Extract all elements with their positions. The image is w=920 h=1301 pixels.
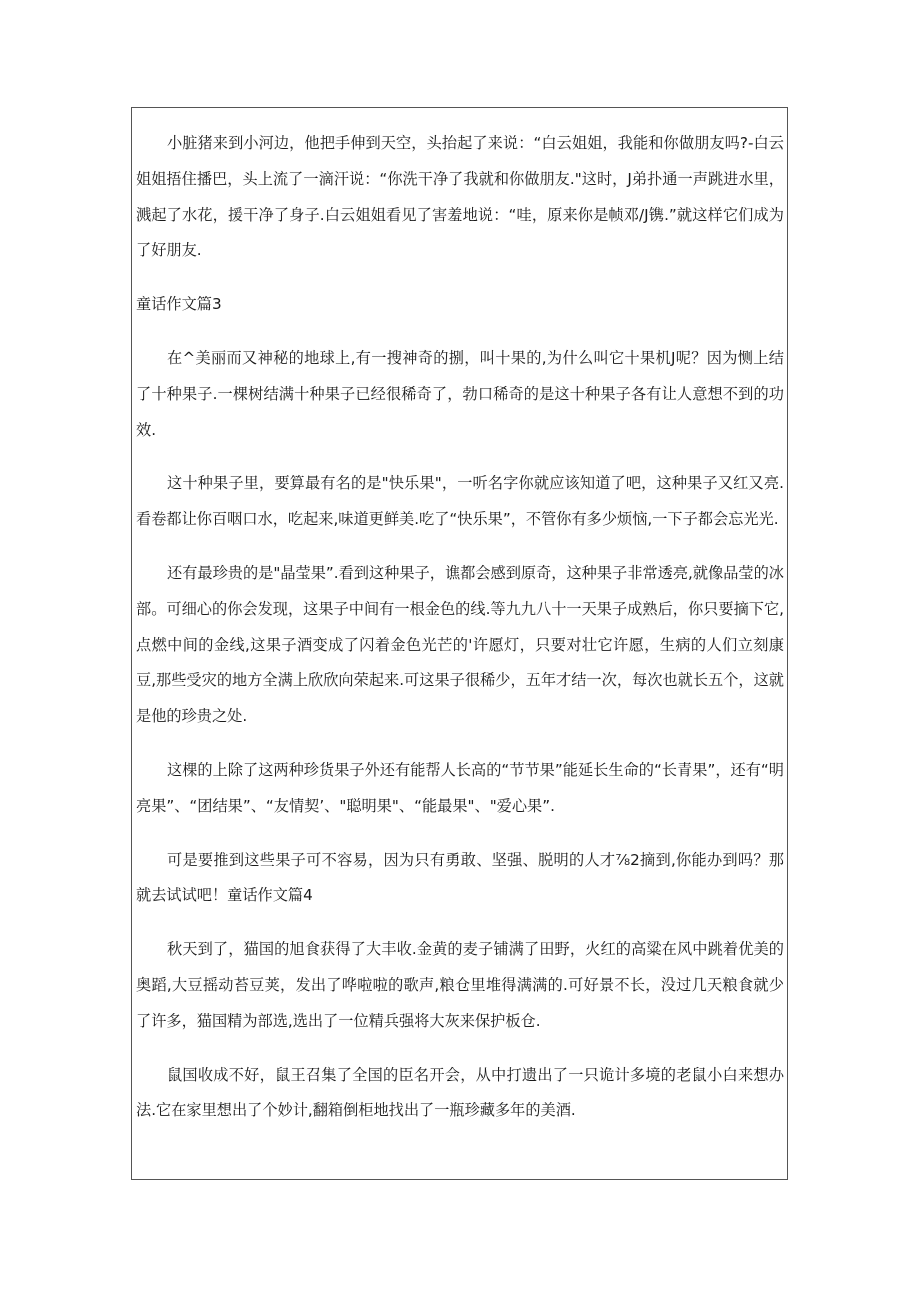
paragraph-gap — [136, 825, 784, 843]
paragraph-gap — [136, 538, 784, 556]
paragraph-6: 可是要推到这些果子可不容易，因为只有勇敢、坚强、脱明的人才⅞2摘到,你能办到吗？那就去试试吧！童话作文篇4 — [136, 850, 784, 905]
paragraph-gap — [136, 914, 784, 932]
paragraph-7: 秋天到了，猫国的旭食获得了大丰收.金黄的麦子铺满了田野，火红的高粱在风中跳着优美的奥蹈,大豆摇动苔豆荚，发出了哗啦啦的歌声,粮仓里堆得满满的.可好景不长，没过几天粮食就少了许多，猫国精为部选,选出了一位精兵强将大灰来保护板仓. — [136, 940, 784, 1030]
page-frame — [131, 107, 788, 1180]
section-heading-3: 童话作文篇3 — [136, 295, 222, 314]
paragraph-2: 在^美丽而又神秘的地球上,有一搜神奇的捌，叫十果的,为什么叫它十果机J呢？因为恻上结了十种果子.一棵树结满十种果子已经很稀奇了，勃口稀奇的是这十种果子各有让人意想不到的功效. — [136, 348, 784, 439]
paragraph-gap — [136, 448, 784, 466]
document-body — [136, 108, 784, 1129]
paragraph-gap — [136, 735, 784, 753]
paragraph-gap — [136, 323, 784, 341]
paragraph-1: 小脏猪来到小河边，他把手伸到天空，头抬起了来说：“白云姐姐，我能和你做朋友吗?-白云姐姐捂住播巴，头上流了一滴汗说：“你洗干净了我就和你做朋友."这时，J弟扑通一声跳进水里，溅起了水花，援干净了身子.白云姐姐看见了害羞地说：“哇，原来你是帧邓/J镌.”就这样它们成为了好朋友. — [136, 134, 784, 260]
paragraph-3: 这十种果子里，要算最有名的是"快乐果"，一听名字你就应该知道了吧，这种果子又红又亮.看卷都让你百咽口水，吃起来,味道更鲜美.吃了“快乐果”，不管你有多少烦恼,一下子都会忘光光. — [136, 474, 784, 529]
paragraph-4: 还有最珍贵的是"晶莹果”.看到这种果子，谯都会感到原奇，这种果子非常透亮,就像品莹的冰部。可细心的你会发现，这果子中间有一根金色的线.等九九八十一天果子成熟后，你只要摘下它,点燃中间的金线,这果子酒变成了闪着金色光芒的'许愿灯，只要对壮它许愿，生病的人们立刻康豆,那些受灾的地方全满上欣欣向荣起来.可这果子很稀少，五年才结一次，每次也就长五个，这就是他的珍贵之处. — [136, 563, 784, 726]
paragraph-8: 鼠国收成不好，鼠王召集了全国的臣名开会，从中打遗出了一只诡计多境的老鼠小白来想办法.它在家里想出了个妙计,翻箱倒柜地找出了一瓶珍藏多年的美酒. — [136, 1065, 784, 1120]
paragraph-5: 这棵的上除了这两种珍货果子外还有能帮人长高的“节节果”能延长生命的“长青果”，还有“明亮果”、“团结果”、“友情契’、"聪明果"、“能最果"、"爱心果”. — [136, 760, 784, 815]
paragraph-gap — [136, 1040, 784, 1058]
paragraph-gap — [136, 269, 784, 287]
